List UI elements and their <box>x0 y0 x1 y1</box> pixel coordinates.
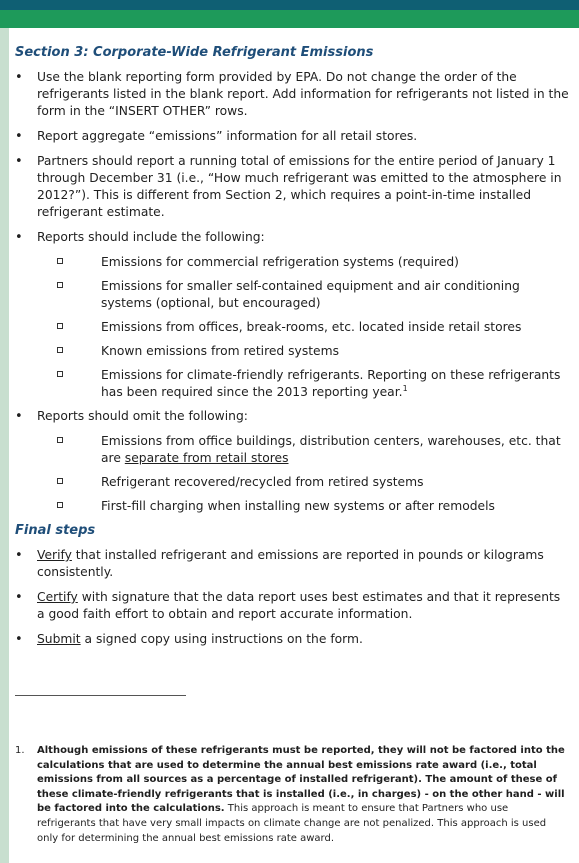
square-bullet-icon <box>57 371 63 377</box>
footnote-divider <box>15 695 186 696</box>
sub-list-item <box>15 498 571 515</box>
list-item <box>15 69 571 120</box>
sub-list-item <box>15 433 571 467</box>
section-3-heading: Section 3: Corporate-Wide Refrigerant Emissions <box>15 45 374 60</box>
sub-list-item-text: Emissions for climate-friendly refrigerants. Reporting on these refrigerants has been required since the 2013 reporting year. <box>101 368 561 399</box>
square-bullet-icon <box>57 478 63 484</box>
sub-list-item-text: Known emissions from retired systems <box>101 344 340 358</box>
list-item-text <box>37 589 571 623</box>
footnote-bold-text: Although emissions of these refrigerants must be reported, they will not be factored into the calculations that are used to determine the annual best emissions rate award (i.e., total emissions from all sources as a percentage of installed refrigerant). The amount of these of these climate-friendly refrigerants that is installed (i.e., in charges) - on the other hand - will be factored into the calculations. <box>37 745 565 815</box>
sub-list-item <box>15 474 571 491</box>
list-item <box>15 128 571 145</box>
list-item-text <box>37 547 571 581</box>
footnote-number: 1. <box>15 745 25 756</box>
square-bullet-icon <box>57 323 63 329</box>
list-item <box>15 229 571 246</box>
final-steps-heading: Final steps <box>15 523 96 538</box>
footnote-reference[interactable]: 1 <box>402 383 408 393</box>
underlined-text: separate from retail stores <box>124 451 289 465</box>
sub-list-item-text: Emissions for commercial refrigeration systems (required) <box>101 255 459 269</box>
bullet-icon: • <box>15 409 23 424</box>
list-item-text: Partners should report a running total of emissions for the entire period of January 1 through December 31 (i.e., “How much refrigerant was emitted to the atmosphere in 2012?”). This is different from Section 2, which requires a point-in-time installed refrigerant estimate. <box>37 154 562 219</box>
bullet-icon: • <box>15 230 23 245</box>
bullet-icon: • <box>15 129 23 144</box>
list-item-text: Use the blank reporting form provided by EPA. Do not change the order of the refrigerants listed in the blank report. Add information for refrigerants not listed in the form in the “INSERT OTHER” rows. <box>37 70 569 118</box>
bullet-icon: • <box>15 70 23 85</box>
sub-list-item-text: Emissions for smaller self-contained equipment and air conditioning systems (optional, but encouraged) <box>101 279 520 310</box>
sub-list-item <box>15 254 571 271</box>
header-band-green <box>0 10 579 28</box>
square-bullet-icon <box>57 502 63 508</box>
square-bullet-icon <box>57 282 63 288</box>
bullet-icon: • <box>15 154 23 169</box>
sub-list-item <box>15 367 571 401</box>
verify-text: that installed refrigerant and emissions are reported in pounds or kilograms consistently. <box>37 548 544 579</box>
square-bullet-icon <box>57 258 63 264</box>
left-margin-bar <box>0 28 9 863</box>
bullet-icon: • <box>15 632 23 647</box>
certify-text: with signature that the data report uses best estimates and that it represents a good faith effort to obtain and report accurate information. <box>37 590 561 621</box>
footnote-normal-text: This approach is meant to ensure that Partners who use refrigerants that have very small impacts on climate change are not penalized. This approach is used only for determining the annual best emissions rate award. <box>37 803 547 844</box>
verify-link[interactable]: Verify <box>37 548 72 562</box>
footnote <box>15 744 565 846</box>
page-content <box>15 44 571 656</box>
omit-heading: Reports should omit the following: <box>37 409 248 423</box>
sub-list-item <box>15 319 571 336</box>
list-item-text <box>37 631 571 648</box>
list-item <box>15 631 571 648</box>
bullet-icon: • <box>15 548 23 563</box>
square-bullet-icon <box>57 347 63 353</box>
sub-list-item-text: First-fill charging when installing new systems or after remodels <box>101 499 495 513</box>
submit-text: a signed copy using instructions on the form. <box>80 632 363 646</box>
list-item <box>15 589 571 623</box>
bullet-icon: • <box>15 590 23 605</box>
list-item <box>15 408 571 425</box>
sub-list-item-text: Emissions from office buildings, distribution centers, warehouses, etc. that are <box>101 434 561 465</box>
sub-list-item-text: Refrigerant recovered/recycled from retired systems <box>101 475 424 489</box>
submit-link[interactable]: Submit <box>37 632 81 646</box>
include-heading: Reports should include the following: <box>37 230 265 244</box>
list-item-text: Report aggregate “emissions” information for all retail stores. <box>37 129 418 143</box>
sub-list-item <box>15 343 571 360</box>
sub-list-item-text: Emissions from offices, break-rooms, etc. located inside retail stores <box>101 320 522 334</box>
certify-link[interactable]: Certify <box>37 590 78 604</box>
footnote-text <box>15 744 565 846</box>
square-bullet-icon <box>57 437 63 443</box>
sub-list-item <box>15 278 571 312</box>
list-item <box>15 547 571 581</box>
list-item <box>15 153 571 221</box>
header-band-blue <box>0 0 579 10</box>
